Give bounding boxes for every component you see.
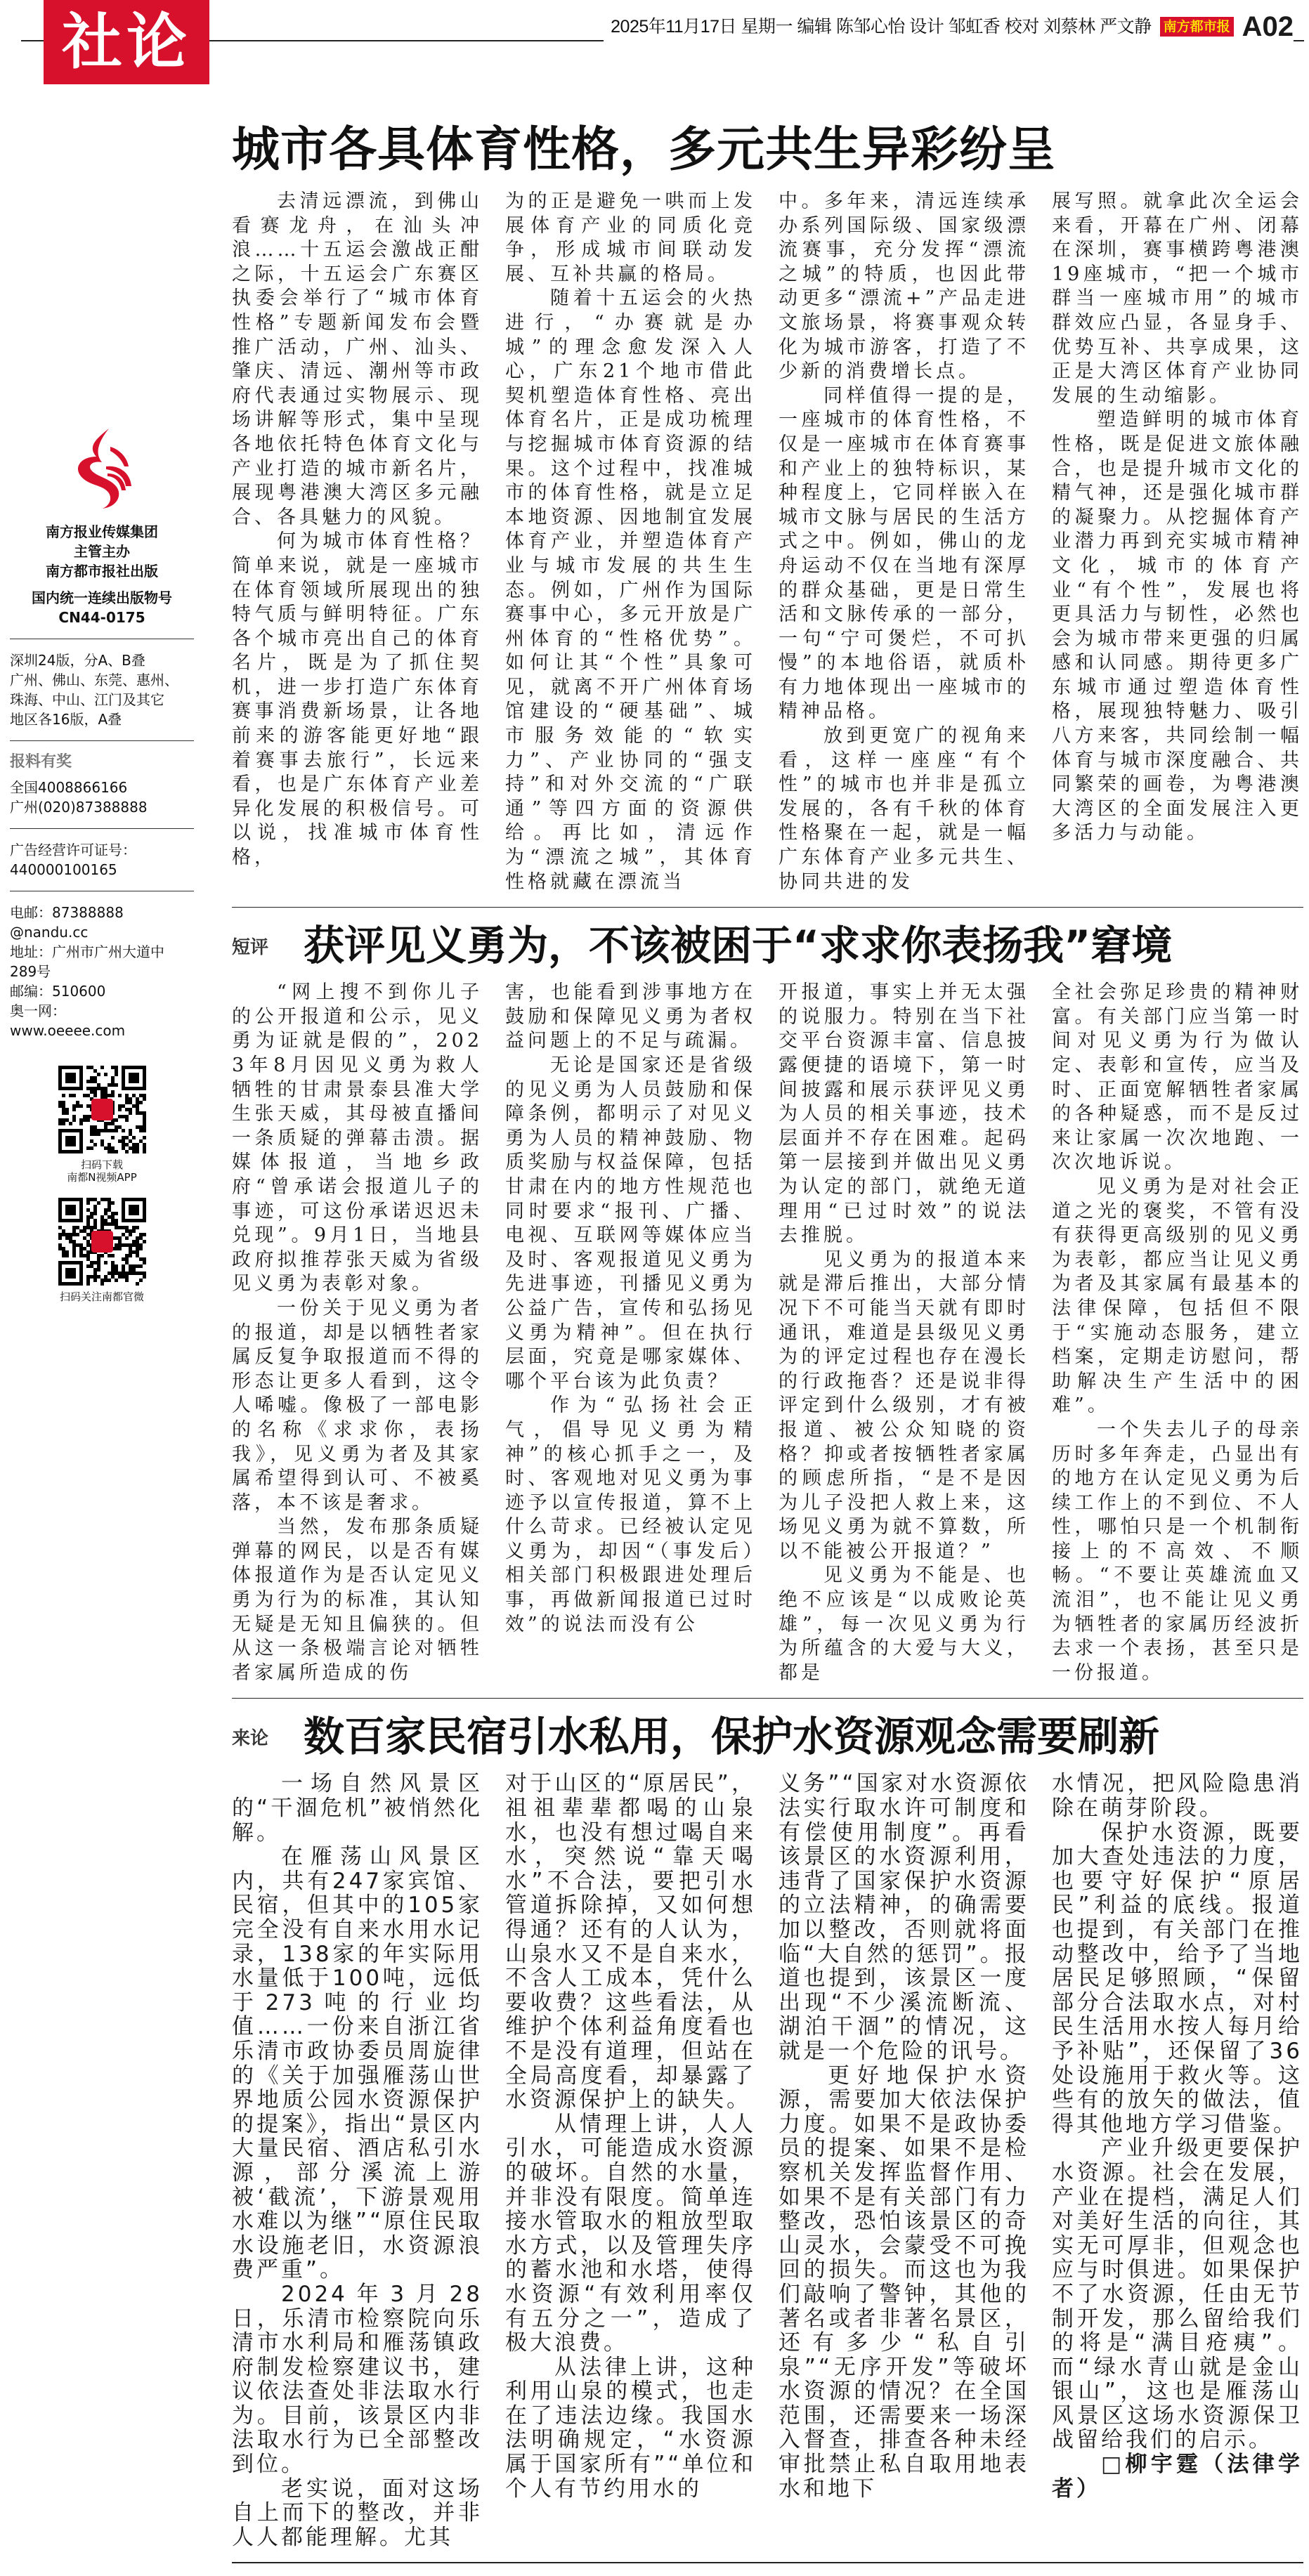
serial-label: 国内统一连续出版物号 — [32, 589, 172, 606]
article-3-kicker: 来论 — [232, 1727, 269, 1749]
sidebar — [10, 426, 194, 1303]
paragraph: 无论是国家还是省级的见义勇为人员鼓励和保障条例，都明示了对见义勇为人员的精神鼓励、物质奖励与权益保障，包括甘肃在内的地方性规范也同时要求“报刊、广播、电视、互联网等媒体应当及时、客观报道见义勇为先进事迹，刊播见义勇为公益广告，宣传和弘扬见义勇为精神”。但在执行层面，究竟是哪家媒体、哪个平台该为此负责？ — [505, 1054, 756, 1392]
article-3-column — [505, 1772, 756, 2501]
article-2-column — [232, 981, 483, 1685]
contact-line: 奥一网： — [10, 1002, 66, 1019]
editions-info — [10, 639, 194, 741]
paragraph: 从法律上讲，这种利用山泉的模式，也走在了违法边缘。我国水法明确规定，“水资源属于国家所有”“单位和个人有节约用水的 — [505, 2354, 756, 2502]
section-title: 社论 — [44, 0, 209, 84]
tips-title: 报料有奖 — [10, 753, 72, 771]
contact-line: 邮编：510600 — [10, 983, 106, 1000]
issue-meta: 2025年11月17日 星期一 编辑 陈邹心怡 设计 邹虹香 校对 刘蔡林 严文静 — [611, 17, 1152, 37]
article-3-head — [232, 1711, 1303, 1762]
page-number: A02 — [1242, 11, 1294, 42]
tips-phone: 广州(020)87388888 — [10, 799, 148, 816]
paragraph: 展写照。就拿此次全运会来看，开幕在广州、闭幕在深圳，赛事横跨粤港澳19座城市，“把一个城市群当一座城市用”的城市群效应凸显，各显身手、优势互补、共享成果，这正是大湾区体育产业协同发展的生动缩影。 — [1052, 190, 1303, 407]
contact-line: 289号 — [10, 963, 51, 980]
article-3 — [232, 1711, 1303, 2563]
paragraph: 保护水资源，既要加大查处违法的力度，也要守好保护“原居民”利益的底线。报道也提到，有关部门在推动整改中，给予了当地居民足够照顾，“保留部分合法取水点，对村民生活用水按人每月给予补贴”，还保留了36处设施用于救火等。这些有的放矢的做法，值得其他地方学习借鉴。 — [1052, 1819, 1303, 2137]
article-1-column — [779, 190, 1029, 894]
qr-caption-line: 南都N视频APP — [67, 1171, 137, 1184]
paragraph: 从情理上讲，人人引水，可能造成水资源的破坏。自然的水量，并非没有限度。简单连接水管取水的粗放型取水方式，以及管理失序的蓄水池和水塔，使得水资源“有效利用率仅有五分之一”，造成了极大浪费。 — [505, 2111, 756, 2356]
article-1-column — [1052, 190, 1303, 846]
article-3-column — [779, 1772, 1029, 2501]
paragraph: 害，也能看到涉事地方在鼓励和保障见义勇为者权益问题上的不足与疏漏。 — [505, 981, 756, 1052]
qr-code-weibo-icon[interactable] — [10, 1198, 194, 1290]
contact-info — [10, 891, 194, 1052]
articles — [232, 121, 1303, 2576]
article-1-headline: 城市各具体育性格，多元共生异彩纷呈 — [232, 122, 1057, 178]
article-1-head — [232, 121, 1303, 180]
paragraph: 全社会弥足珍贵的精神财富。有关部门应当第一时间对见义勇为行为做认定、表彰和宣传，应当及时、正面宽解牺牲者家属的各种疑惑，而不是反过来让家属一次次地跑、一次次地诉说。 — [1052, 981, 1303, 1174]
paragraph: 产业升级更要保护水资源。社会在发展，产业在提档，满足人们对美好生活的向往，其实无可厚非，但观念也应与时俱进。如果保护不了水资源，任由无节制开发，那么留给我们的将是“满目疮痍”。而“绿水青山就是金山银山”，这也是雁荡山风景区这场水资源保卫战留给我们的启示。 — [1052, 2136, 1303, 2453]
article-1-column — [505, 190, 756, 894]
paragraph: 见义勇为是对社会正道之光的褒奖，不管有没有获得更高级别的见义勇为表彰，都应当让见义勇为者及其家属有最基本的法律保障，包括但不限于“实施动态服务，建立档案，定期走访慰问，帮助解决生产生活中的困难”。 — [1052, 1175, 1303, 1417]
ad-license-info — [10, 829, 194, 891]
paragraph: 开报道，事实上并无太强的说服力。特别在当下社交平台资源丰富、信息披露便捷的语境下，第一时间披露和展示获评见义勇为人员的相关事迹，技术层面并不存在困难。起码第一层接到并做出见义勇为认定的部门，就绝无道理用“已过时效”的说法去推脱。 — [779, 981, 1029, 1247]
paragraph: 塑造鲜明的城市体育性格，既是促进文旅体融合，也是提升城市文化的精气神，还是强化城市群的凝聚力。从挖掘体育产业潜力再到充实城市精神文化，城市的体育产业“有个性”，发展也将更具活力与韧性，必然也会为城市带来更强的归属感和认同感。期待更多广东城市通过塑造体育性格，展现独特魅力、吸引八方来客，共同绘制一幅体育与城市深度融合、共同繁荣的画卷，为粤港澳大湾区的全面发展注入更多活力与动能。 — [1052, 409, 1303, 844]
paragraph: 一个失去儿子的母亲历时多年奔走，凸显出有的地方在认定见义勇为后续工作上的不到位、不人性，哪怕只是一个机制衔接上的不高效、不顺畅。“不要让英雄流血又流泪”，也不能让见义勇为牺牲者的家属历经波折去求一个表扬，甚至只是一份报道。 — [1052, 1418, 1303, 1684]
paragraph: 放到更宽广的视角来看，这样一座座“有个性”的城市也并非是孤立发展的，各有千秋的体育性格聚在一起，就是一幅广东体育产业多元共生、协同共进的发 — [779, 725, 1029, 893]
paragraph: 当然，发布那条质疑弹幕的网民，以是否有媒体报道作为是否认定见义勇为行为的标准，其认知无疑是无知且偏狭的。但从这一条极端言论对牺牲者家属所造成的伤 — [232, 1516, 483, 1684]
article-2 — [232, 920, 1303, 1699]
contact-line: www.oeeee.com — [10, 1022, 126, 1039]
edition-line: 深圳24版，分A、B叠 — [10, 652, 145, 669]
article-3-column — [1052, 1772, 1303, 2501]
qr-app-caption — [10, 1158, 194, 1184]
paragraph: 同样值得一提的是，一座城市的体育性格，不仅是一座城市在体育赛事和产业上的独特标识，某种程度上，它同样嵌入在城市文脉与居民的生活方式之中。例如，佛山的龙舟运动不仅在当地有深厚的群众基础，更是日常生活和文脉传承的一部分，一句“宁可煲烂，不可扒慢”的本地俗语，就质朴有力地体现出一座城市的精神品格。 — [779, 384, 1029, 723]
publisher-line: 南方报业传媒集团 — [46, 523, 158, 540]
paragraph: 何为城市体育性格？简单来说，就是一座城市在体育领域所展现出的独特气质与鲜明特征。广东各个城市亮出自己的体育名片，既是为了抓住契机，进一步打造广东体育赛事消费新场景，让各地前来的游客能更好地“跟着赛事去旅行”，长远来看，也是广东体育产业差异化发展的积极信号。可以说，找准城市体育性格， — [232, 530, 483, 869]
header-info — [604, 10, 1294, 44]
paragraph: 一份关于见义勇为者的报道，却是以牺牲者家属反复争取报道而不得的形态让更多人看到，这令人唏嘘。像极了一部电影的名称《求求你，表扬我》，见义勇为者及其家属希望得到认可、不被奚落，本不该是奢求。 — [232, 1297, 483, 1514]
contact-line: @nandu.cc — [10, 924, 89, 941]
article-3-body — [232, 1772, 1303, 2549]
contact-line: 电邮：87388888 — [10, 904, 124, 921]
publisher-line: 南方都市报社出版 — [46, 563, 158, 580]
paragraph: 在雁荡山风景区内，共有247家宾馆、民宿，但其中的105家完全没有自来水用水记录，138家的年实际用水量低于100吨，远低于273吨的行业均值……一份来自浙江省乐清市政协委员周旋律的《关于加强雁荡山世界地质公园水资源保护的提案》，指出“景区内大量民宿、酒店私引水源，部分溪流上游被‘截流’，下游景观用水难以为继”“原住民取水设施老旧，水资源浪费严重”。 — [232, 1844, 483, 2283]
edition-line: 地区各16版，A叠 — [10, 711, 122, 728]
article-3-column — [232, 1772, 483, 2549]
article-2-column — [505, 981, 756, 1637]
edition-line: 珠海、中山、江门及其它 — [10, 691, 164, 708]
article-2-headline: 获评见义勇为，不该被困于“求求你表扬我”窘境 — [304, 922, 1173, 970]
paragraph: “网上搜不到你儿子的公开报道和公示，见义勇为证就是假的”，2023年8月因见义勇为救人牺牲的甘肃景泰县准大学生张天威，其母被直播间一条质疑的弹幕击溃。据媒体报道，当地乡政府“曾承诺会报道儿子的事迹，可这份承诺迟迟未兑现”。9月1日，当地县政府拟推荐张天威为省级见义勇为表彰对象。 — [232, 981, 483, 1295]
article-1 — [232, 121, 1303, 908]
brand-logo: 南方都市报 — [1160, 17, 1234, 37]
paragraph: 一场自然风景区的“干涸危机”被悄然化解。 — [232, 1771, 483, 1845]
article-2-head — [232, 920, 1303, 971]
paragraph: 2024年3月28日，乐清市检察院向乐清市水利局和雁荡镇政府制发检察建议书，建议依法查处非法取水行为。目前，该景区内非法取水行为已全部整改到位。 — [232, 2281, 483, 2478]
edition-line: 广州、佛山、东莞、惠州、 — [10, 672, 178, 688]
paragraph: 更好地保护水资源，需要加大依法保护力度。如果不是政协委员的提案、如果不是检察机关发挥监督作用、如果不是有关部门有力整改，恐怕该景区的奇山灵水，会蒙受不可挽回的损失。而这也为我们敲响了警钟，其他的著名或者非著名景区，还有多少“私自引泉”“无序开发”等破坏水资源的情况？在全国范围，还需要来一场深入督查，排查各种未经审批禁止私自取用地表水和地下 — [779, 2062, 1029, 2502]
article-2-body — [232, 981, 1303, 1685]
paragraph: 对于山区的“原居民”，祖祖辈辈都喝的山泉水，也没有想过喝自来水，突然说“靠天喝水”不合法，要把引水管道拆除掉，又如何想得通？还有的人认为，山泉水又不是自来水，不含人工成本，凭什么要收费？这些看法，从维护个体利益角度看也不是没有道理，但站在全局高度看，却暴露了水资源保护上的缺失。 — [505, 1771, 756, 2113]
article-2-kicker: 短评 — [232, 936, 269, 958]
ad-license-label: 广告经营许可证号： — [10, 842, 136, 858]
article-2-column — [1052, 981, 1303, 1685]
paragraph: 见义勇为不能是、也绝不应该是“以成败论英雄”，每一次见义勇为行为所蕴含的大爱与大义，都是 — [779, 1564, 1029, 1684]
paragraph: 义务”“国家对水资源依法实行取水许可制度和有偿使用制度”。再看该景区的水资源利用，违背了国家保护水资源的立法精神，的确需要加以整改，否则就将面临“大自然的惩罚”。报道也提到，该景区一度出现“不少溪流断流、湖泊干涸”的情况，这就是一个危险的讯号。 — [779, 1771, 1029, 2064]
serial-number: CN44-0175 — [58, 609, 145, 626]
tips-phone: 全国4008866166 — [10, 779, 128, 796]
article-2-column — [779, 981, 1029, 1685]
paragraph: 水情况，把风险隐患消除在萌芽阶段。 — [1052, 1771, 1303, 1822]
paragraph: 见义勇为的报道本来就是滞后推出，大部分情况下不可能当天就有即时通讯，难道是县级见义勇为的评定过程也存在漫长的行政拖沓？还是说非得评定到什么级别，才有被报道、被公众知晓的资格？抑或者按牺牲者家属的顾虑所指，“是不是因为儿子没把人救上来，这场见义勇为就不算数，所以不能被公开报道？” — [779, 1248, 1029, 1562]
qr-caption-line: 扫码下载 — [80, 1158, 123, 1171]
qr-code-app-icon[interactable] — [10, 1066, 194, 1158]
ad-license-number: 440000100165 — [10, 861, 117, 878]
paragraph: 为的正是避免一哄而上发展体育产业的同质化竞争，形成城市间联动发展、互补共赢的格局。 — [505, 190, 756, 285]
paragraph: 中。多年来，清远连续承办系列国际级、国家级漂流赛事，充分发挥“漂流之城”的特质，也因此带动更多“漂流+”产品走进文旅场景，将赛事观众转化为城市游客，打造了不少新的消费增长点。 — [779, 190, 1029, 383]
article-1-column — [232, 190, 483, 870]
paragraph: 作为“弘扬社会正气，倡导见义勇为精神”的核心抓手之一，及时、客观地对见义勇为事迹予以宣传报道，算不上什么苛求。已经被认定见义勇为，却因“（事发后）相关部门积极跟进处理后事，再做新闻报道已过时效”的说法而没有公 — [505, 1394, 756, 1635]
paragraph: 随着十五运会的火热进行，“办赛就是办城”的理念愈发深入人心，广东21个地市借此契机塑造体育性格、亮出体育名片，正是成功梳理与挖掘城市体育资源的结果。这个过程中，找准城市的体育性格，就是立足本地资源、因地制宜发展体育产业，并塑造体育产业与城市发展的共生生态。例如，广州作为国际赛事中心，多元开放是广州体育的“性格优势”。如何让其“个性”具象可见，就离不开广州体育场馆建设的“硬基础”、城市服务效能的“软实力”、产业协同的“强支持”和对外交流的“广联通”等四方面的资源供给。再比如，清远作为“漂流之城”，其体育性格就藏在漂流当 — [505, 287, 756, 893]
article-1-body — [232, 190, 1303, 894]
article-3-headline: 数百家民宿引水私用，保护水资源观念需要刷新 — [304, 1713, 1160, 1761]
qr-weibo-caption: 扫码关注南都官微 — [59, 1290, 144, 1303]
paragraph: 去清远漂流，到佛山看赛龙舟，在汕头冲浪……十五运会激战正酣之际，十五运会广东赛区执委会举行了“城市体育性格”专题新闻发布会暨推广活动，广州、汕头、肇庆、清远、潮州等市政府代表通过实物展示、现场讲解等形式，集中呈现各地依托特色体育文化与产业打造的城市新名片，展现粤港澳大湾区多元融合、各具魅力的风貌。 — [232, 190, 483, 528]
publisher-line: 主管主办 — [74, 543, 130, 560]
paragraph: 老实说，面对这场自上而下的整改，并非人人都能理解。尤其 — [232, 2476, 483, 2550]
tips-info — [10, 741, 194, 829]
nanfang-logo-icon — [10, 426, 194, 522]
contact-line: 地址：广州市广州大道中 — [10, 943, 164, 960]
publisher-info — [10, 522, 194, 639]
byline: □柳宇霆（法律学者） — [1052, 2452, 1303, 2502]
